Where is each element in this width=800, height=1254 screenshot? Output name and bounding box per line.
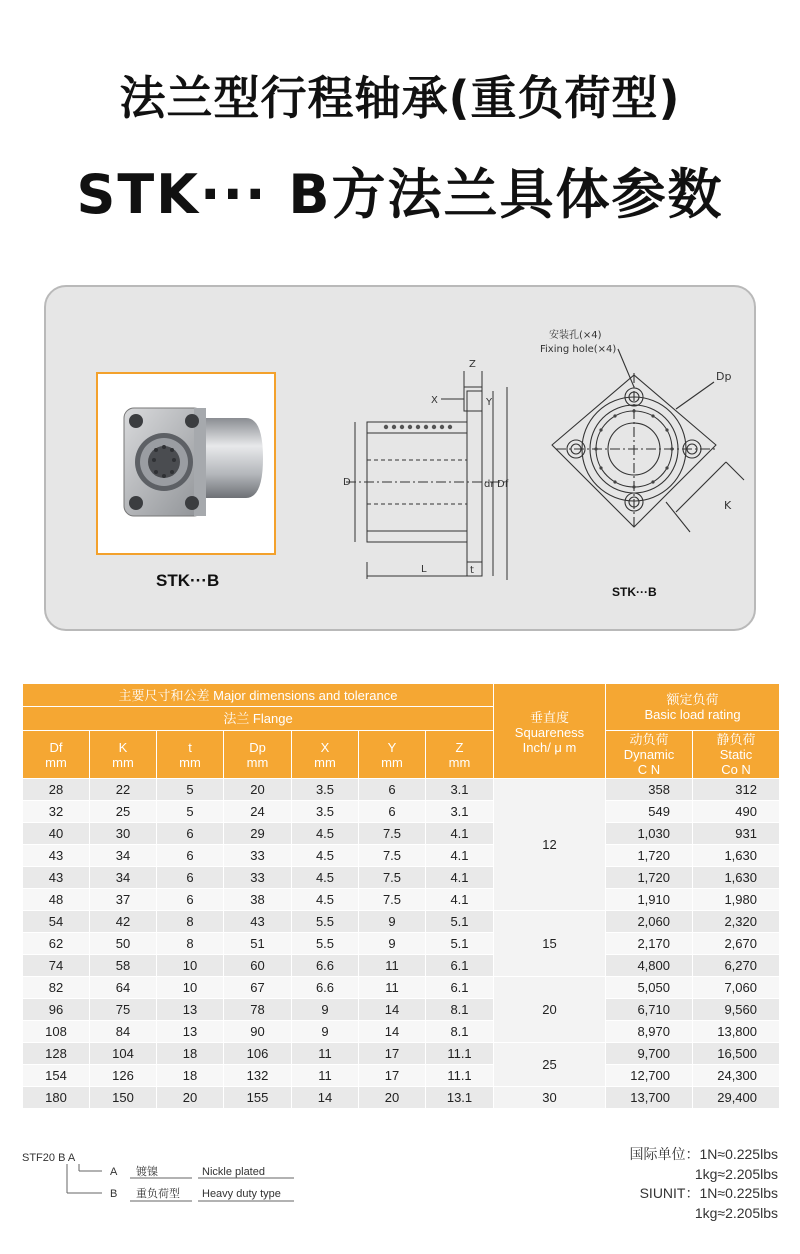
table-cell: 58 [90, 955, 157, 977]
table-cell: 50 [90, 933, 157, 955]
table-cell: 33 [224, 845, 292, 867]
table-cell: 7.5 [359, 889, 426, 911]
fixing-hole-label-cn: 安装孔(×4) [549, 330, 602, 341]
dynamic-load-cell: 1,030 [606, 823, 693, 845]
table-cell: 7.5 [359, 845, 426, 867]
dim-df-label: Df [497, 479, 509, 490]
table-cell: 4.5 [292, 845, 359, 867]
table-cell: 8 [157, 911, 224, 933]
table-cell: 154 [23, 1065, 90, 1087]
static-load-cell: 1,630 [693, 867, 780, 889]
dim-dp-label: Dp [716, 370, 732, 383]
table-cell: 13 [157, 1021, 224, 1043]
table-cell: 4.1 [426, 823, 494, 845]
table-cell: 64 [90, 977, 157, 999]
table-cell: 5.5 [292, 911, 359, 933]
table-cell: 34 [90, 845, 157, 867]
table-cell: 132 [224, 1065, 292, 1087]
table-cell: 33 [224, 867, 292, 889]
table-cell: 28 [23, 779, 90, 801]
table-cell: 11 [359, 977, 426, 999]
table-cell: 3.1 [426, 801, 494, 823]
table-cell: 6 [359, 801, 426, 823]
table-cell: 22 [90, 779, 157, 801]
unit-line: SIUNIT：1N≈0.225lbs [639, 1185, 778, 1201]
table-row [23, 911, 780, 933]
col-df: Df mm [23, 731, 90, 779]
table-cell: 6 [157, 845, 224, 867]
column-header-row [23, 731, 780, 779]
table-cell: 25 [90, 801, 157, 823]
table-cell: 6 [157, 867, 224, 889]
option-a-key: A [110, 1166, 118, 1178]
table-cell: 6.6 [292, 955, 359, 977]
dim-x-label: X [431, 395, 438, 406]
col-k: K mm [90, 731, 157, 779]
table-cell: 6.6 [292, 977, 359, 999]
table-cell: 51 [224, 933, 292, 955]
static-load-cell: 2,670 [693, 933, 780, 955]
table-cell: 62 [23, 933, 90, 955]
dynamic-load-cell: 1,720 [606, 845, 693, 867]
table-cell: 10 [157, 955, 224, 977]
table-row [23, 1065, 780, 1087]
side-view-drawing [331, 347, 521, 587]
table-cell: 43 [224, 911, 292, 933]
table-row [23, 823, 780, 845]
table-cell: 60 [224, 955, 292, 977]
static-load-cell: 1,980 [693, 889, 780, 911]
table-row [23, 933, 780, 955]
table-row [23, 867, 780, 889]
unit-line: 1kg≈2.205lbs [694, 1204, 778, 1221]
table-cell: 11 [292, 1065, 359, 1087]
table-cell: 14 [359, 1021, 426, 1043]
table-row [23, 999, 780, 1021]
dim-z-label: Z [469, 359, 476, 370]
dim-l-label: L [421, 564, 427, 575]
table-cell: 11.1 [426, 1043, 494, 1065]
table-cell: 126 [90, 1065, 157, 1087]
static-load-cell: 490 [693, 801, 780, 823]
table-row [23, 1021, 780, 1043]
table-cell: 5.1 [426, 911, 494, 933]
table-cell: 5 [157, 779, 224, 801]
table-cell: 4.1 [426, 867, 494, 889]
fixing-hole-label-en: Fixing hole(×4) [540, 344, 617, 355]
col-static: 静负荷 Static Co N [693, 731, 780, 779]
table-cell: 90 [224, 1021, 292, 1043]
table-cell: 8.1 [426, 1021, 494, 1043]
table-cell: 75 [90, 999, 157, 1021]
dynamic-load-cell: 6,710 [606, 999, 693, 1021]
table-cell: 3.1 [426, 779, 494, 801]
static-load-cell: 16,500 [693, 1043, 780, 1065]
table-cell: 6 [157, 889, 224, 911]
table-row [23, 801, 780, 823]
ordering-code-diagram [22, 1145, 322, 1215]
table-cell: 9 [292, 999, 359, 1021]
table-cell: 11 [292, 1043, 359, 1065]
col-z: Z mm [426, 731, 494, 779]
table-cell: 74 [23, 955, 90, 977]
dim-dr-label: dr [484, 479, 495, 490]
col-x: X mm [292, 731, 359, 779]
table-cell: 18 [157, 1065, 224, 1087]
unit-line: 国际单位：1N≈0.225lbs [629, 1146, 778, 1162]
table-cell: 11 [359, 955, 426, 977]
dimension-table [22, 683, 780, 1109]
dynamic-load-cell: 8,970 [606, 1021, 693, 1043]
dynamic-load-cell: 5,050 [606, 977, 693, 999]
squareness-cell: 25 [494, 1043, 606, 1087]
header-basic-load: 额定负荷 Basic load rating [606, 684, 780, 731]
dim-d-label: D [343, 477, 351, 488]
dynamic-load-cell: 358 [606, 779, 693, 801]
table-cell: 4.5 [292, 889, 359, 911]
page-title: 法兰型行程轴承(重负荷型) [119, 71, 681, 125]
table-cell: 3.5 [292, 779, 359, 801]
table-cell: 3.5 [292, 801, 359, 823]
table-row [23, 779, 780, 801]
table-cell: 4.1 [426, 889, 494, 911]
squareness-cell: 12 [494, 779, 606, 911]
col-dynamic: 动负荷 Dynamic C N [606, 731, 693, 779]
static-load-cell: 24,300 [693, 1065, 780, 1087]
table-row [23, 845, 780, 867]
front-view-drawing [526, 317, 746, 607]
table-cell: 82 [23, 977, 90, 999]
table-cell: 78 [224, 999, 292, 1021]
option-a-en: Nickle plated [202, 1166, 265, 1178]
dynamic-load-cell: 9,700 [606, 1043, 693, 1065]
table-cell: 13.1 [426, 1087, 494, 1109]
static-load-cell: 13,800 [693, 1021, 780, 1043]
option-b-en: Heavy duty type [202, 1188, 281, 1200]
table-cell: 30 [90, 823, 157, 845]
static-load-cell: 1,630 [693, 845, 780, 867]
unit-line: 1kg≈2.205lbs [694, 1165, 778, 1182]
table-cell: 18 [157, 1043, 224, 1065]
table-row [23, 955, 780, 977]
static-load-cell: 931 [693, 823, 780, 845]
table-cell: 7.5 [359, 823, 426, 845]
table-cell: 108 [23, 1021, 90, 1043]
table-cell: 38 [224, 889, 292, 911]
dynamic-load-cell: 1,720 [606, 867, 693, 889]
squareness-cell: 20 [494, 977, 606, 1043]
table-cell: 13 [157, 999, 224, 1021]
col-y: Y mm [359, 731, 426, 779]
dynamic-load-cell: 2,170 [606, 933, 693, 955]
static-load-cell: 312 [693, 779, 780, 801]
squareness-cell: 15 [494, 911, 606, 977]
table-cell: 5 [157, 801, 224, 823]
dim-k-label: K [724, 499, 732, 512]
table-cell: 10 [157, 977, 224, 999]
table-cell: 48 [23, 889, 90, 911]
table-row [23, 889, 780, 911]
table-cell: 42 [90, 911, 157, 933]
col-t: t mm [157, 731, 224, 779]
table-cell: 8.1 [426, 999, 494, 1021]
table-body [23, 779, 780, 1109]
table-cell: 7.5 [359, 867, 426, 889]
table-cell: 4.5 [292, 823, 359, 845]
static-load-cell: 6,270 [693, 955, 780, 977]
table-row [23, 1087, 780, 1109]
table-cell: 8 [157, 933, 224, 955]
table-cell: 54 [23, 911, 90, 933]
dynamic-load-cell: 13,700 [606, 1087, 693, 1109]
bearing-photo-illustration [98, 374, 274, 553]
table-row [23, 1043, 780, 1065]
table-cell: 14 [292, 1087, 359, 1109]
table-cell: 17 [359, 1065, 426, 1087]
table-cell: 4.1 [426, 845, 494, 867]
table-cell: 6 [157, 823, 224, 845]
table-cell: 67 [224, 977, 292, 999]
dynamic-load-cell: 12,700 [606, 1065, 693, 1087]
table-cell: 20 [359, 1087, 426, 1109]
table-cell: 9 [359, 911, 426, 933]
unit-conversion [629, 1145, 778, 1223]
table-cell: 128 [23, 1043, 90, 1065]
table-cell: 150 [90, 1087, 157, 1109]
table-cell: 6 [359, 779, 426, 801]
table-cell: 32 [23, 801, 90, 823]
table-cell: 106 [224, 1043, 292, 1065]
table-cell: 29 [224, 823, 292, 845]
table-cell: 40 [23, 823, 90, 845]
figure-panel [44, 285, 756, 631]
header-major-dimensions: 主要尺寸和公差 Major dimensions and tolerance [23, 684, 494, 707]
dynamic-load-cell: 549 [606, 801, 693, 823]
table-cell: 37 [90, 889, 157, 911]
table-cell: 20 [157, 1087, 224, 1109]
table-cell: 43 [23, 867, 90, 889]
table-cell: 9 [292, 1021, 359, 1043]
table-cell: 5.1 [426, 933, 494, 955]
dynamic-load-cell: 1,910 [606, 889, 693, 911]
squareness-cell: 30 [494, 1087, 606, 1109]
table-cell: 20 [224, 779, 292, 801]
table-cell: 6.1 [426, 977, 494, 999]
table-cell: 17 [359, 1043, 426, 1065]
static-load-cell: 7,060 [693, 977, 780, 999]
dynamic-load-cell: 2,060 [606, 911, 693, 933]
table-row [23, 977, 780, 999]
static-load-cell: 29,400 [693, 1087, 780, 1109]
drawing-caption: STK···B [612, 585, 657, 599]
header-squareness: 垂直度 Squareness Inch/ μ m [494, 684, 606, 779]
col-dp: Dp mm [224, 731, 292, 779]
product-photo [96, 372, 276, 555]
dim-t-label: t [470, 565, 474, 576]
table-cell: 11.1 [426, 1065, 494, 1087]
table-cell: 96 [23, 999, 90, 1021]
option-b-key: B [110, 1188, 118, 1200]
table-cell: 4.5 [292, 867, 359, 889]
table-cell: 84 [90, 1021, 157, 1043]
static-load-cell: 2,320 [693, 911, 780, 933]
table-cell: 14 [359, 999, 426, 1021]
option-b-cn: 重负荷型 [136, 1188, 180, 1200]
table-cell: 9 [359, 933, 426, 955]
table-cell: 43 [23, 845, 90, 867]
dim-y-label: Y [486, 397, 493, 408]
static-load-cell: 9,560 [693, 999, 780, 1021]
table-cell: 155 [224, 1087, 292, 1109]
dynamic-load-cell: 4,800 [606, 955, 693, 977]
header-flange: 法兰 Flange [23, 707, 494, 731]
table-cell: 180 [23, 1087, 90, 1109]
option-a-cn: 镀镍 [136, 1166, 158, 1178]
page-subtitle: STK··· B方法兰具体参数 [76, 163, 724, 226]
photo-caption: STK···B [156, 571, 220, 590]
table-cell: 24 [224, 801, 292, 823]
table-cell: 6.1 [426, 955, 494, 977]
table-cell: 34 [90, 867, 157, 889]
ordering-code: STF20 B A [22, 1152, 76, 1164]
table-cell: 104 [90, 1043, 157, 1065]
table-cell: 5.5 [292, 933, 359, 955]
